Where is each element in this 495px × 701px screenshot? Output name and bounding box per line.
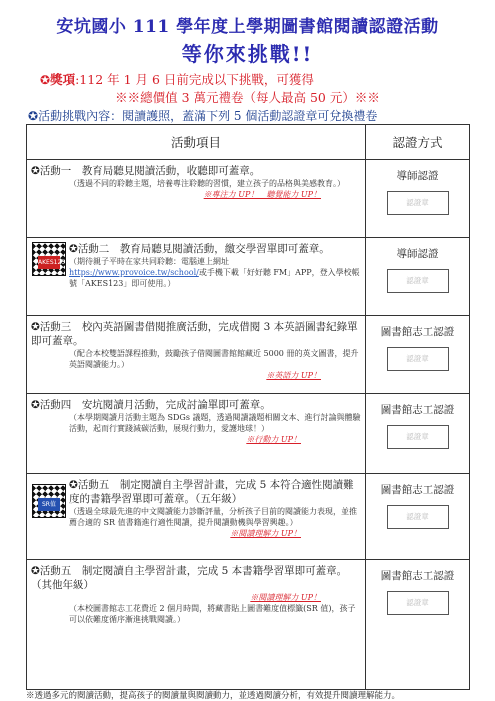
stamp-box: 認證章 [387,505,449,529]
activity-label: 活動五 [39,565,72,577]
table-row [27,160,470,238]
activity-desc [31,256,361,289]
table-row [27,238,470,316]
star-icon: ✪ [28,109,39,123]
qr-code-icon [32,484,66,530]
method-cell [366,316,470,394]
award-text: :112 年 1 月 6 日前完成以下挑戰，可獲得 [75,72,314,87]
table-header-row [27,125,470,160]
table-row [27,316,470,394]
col-method-header: 認證方式 [366,125,470,160]
activity-title: 制定閱讀自主學習計畫，完成 5 本書籍學習單即可蓋章。（其他年級） [31,565,348,591]
table-row [27,560,470,690]
stamp-box: 認證章 [387,191,449,215]
activity-desc: （本學期閱讀月活動主題為 SDGs 議題，透過閱讀議題相關文本、進行討論與體驗活動，起而行實踐減碳活動，展現行動力，愛護地球！） [69,413,361,433]
method-cell [366,474,470,560]
activity-desc: （配合本校雙語課程推動，鼓勵孩子借閱圖書館館藏近 5000 冊的英文圖書，提升英語閱讀能力。） [69,349,359,369]
activity-cell [27,238,366,316]
method-cell [366,394,470,474]
activity-tags: ※行動力 UP！ [246,435,301,444]
star-icon: ✪ [40,73,51,87]
star-icon: ✪ [31,399,40,411]
activity-title: 教育局聽見閱讀活動，收聽即可蓋章。 [81,165,261,177]
activity-label: 活動四 [39,399,72,411]
activity-desc: （透過不同的聆聽主題，培養專注聆聽的習慣，建立孩子的品格與美感教育。） [69,179,345,188]
activity-cell [27,474,366,560]
award-line2: ※※總價值 3 萬元禮卷（每人最高 50 元）※※ [115,90,380,105]
table-row [27,474,470,560]
activity-label: 活動三 [39,321,72,333]
stamp-box: 認證章 [387,347,449,371]
footer-note: ※透過多元的閱讀活動，提高孩子的閱讀量與閱讀動力，並透過閱讀分析，有效提升閱讀理解能力。 [26,691,401,701]
method-text: 導師認證 [396,248,439,260]
activity-desc: （本校圖書館志工花費近 2 個月時間，將藏書貼上圖書難度值標籤(SR 值)，孩子可以依難度循序漸進挑戰閱讀。） [69,604,356,624]
activity-cell [27,560,366,690]
method-cell [366,238,470,316]
award-label: 獎項 [50,72,76,87]
activity-title: 制定閱讀自主學習計畫，完成 5 本符合適性閱讀難度的書籍學習單即可蓋章。（五年級） [69,479,354,505]
activity-cell [27,160,366,238]
challenge-line [28,107,377,124]
award-line [40,70,314,88]
method-text: 圖書館志工認證 [380,484,455,496]
title-line1: 安坑國小 111 學年度上學期圖書館閱讀認證活動 [56,17,439,37]
method-text: 導師認證 [396,170,439,182]
method-text: 圖書館志工認證 [380,404,455,416]
activity-desc: （透過全球最先進的中文閱讀能力診斷評量，分析孩子目前的閱讀能力表現，並推薦合適的 SR 值書籍進行適性閱讀，提升閱讀動機與學習興趣。） [69,507,357,527]
star-icon: ✪ [31,321,40,333]
col-activity-header: 活動項目 [27,125,366,160]
activity-desc-a: （期待親子平時在家共同聆聽：電腦連上網址 [69,257,229,266]
activity-tags: ※英語力 UP！ [266,371,321,380]
activity-title: 校內英語圖書借閱推廣活動，完成借閱 3 本英語圖書紀錄單即可蓋章。 [31,321,358,347]
qr-label: AKES123 [38,256,60,269]
activity-cell [27,394,366,474]
provoice-link[interactable]: https://www.provoice.tw/school/ [69,268,199,277]
activity-title: 教育局聽見閱讀活動，繳交學習單即可蓋章。 [119,243,330,255]
stamp-box: 認證章 [387,591,449,615]
table-row [27,394,470,474]
activity-table [26,124,470,690]
method-text: 圖書館志工認證 [380,326,455,338]
activity-cell [27,316,366,394]
activity-desc-b: 或手機下載「好好聽 FM」APP，登入學校帳號「AKES123」即可使用。） [69,268,360,288]
star-icon: ✪ [69,243,78,255]
activity-title: 安坑閱讀月活動，完成討論單即可蓋章。 [81,399,271,411]
star-icon: ✪ [31,165,40,177]
activity-tags: ※閱讀理解力 UP！ [250,593,321,602]
activity-label: 活動一 [39,165,72,177]
star-icon: ✪ [31,565,40,577]
qr-code-icon [32,242,66,288]
qr-label: SR值 [38,498,60,511]
stamp-box: 認證章 [387,269,449,293]
star-icon: ✪ [69,479,78,491]
title-line2: 等你來挑戰!! [181,42,314,66]
stamp-box: 認證章 [387,425,449,449]
activity-tags: ※專注力 UP！ 聽覺能力 UP！ [203,190,321,199]
challenge-text: 活動挑戰內容：閱讀護照，蓋滿下列 5 個活動認證章可兌換禮卷 [38,109,378,123]
activity-tags: ※閱讀理解力 UP！ [230,529,301,538]
activity-label: 活動二 [77,243,110,255]
activity-label: 活動五 [77,479,110,491]
method-cell [366,560,470,690]
method-text: 圖書館志工認證 [380,570,455,582]
method-cell [366,160,470,238]
